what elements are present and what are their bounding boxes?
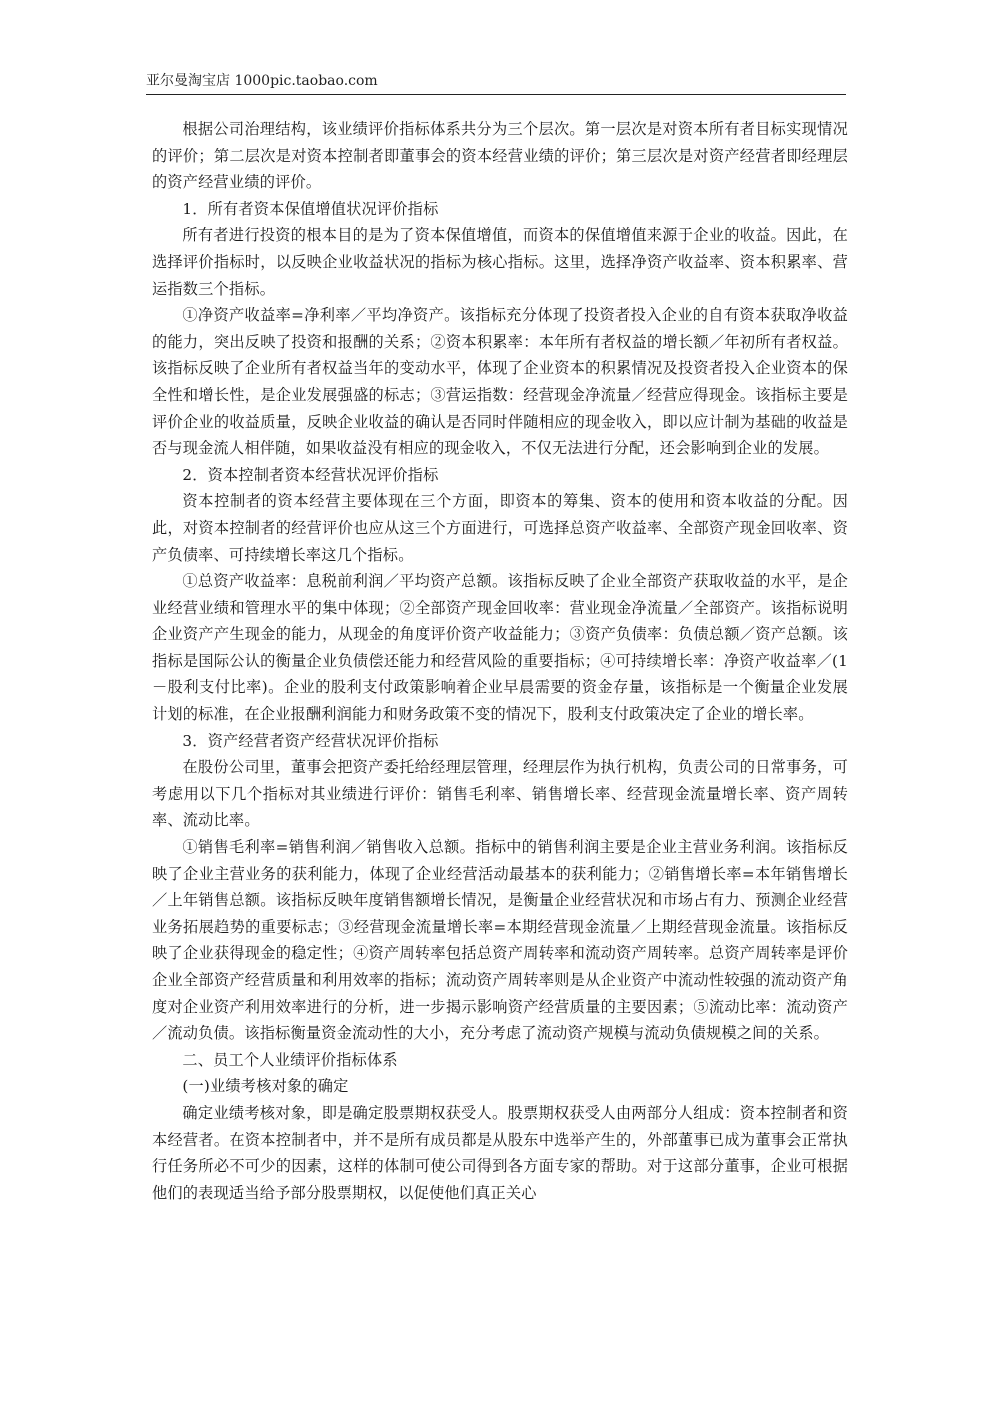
subsection-heading: (一)业绩考核对象的确定 bbox=[182, 1077, 349, 1096]
paragraph: 确定业绩考核对象，即是确定股票期权获受人。股票期权获受人由两部分人组成：资本控制者和资本经营者。在资本控制者中，并不是所有成员都是从股东中选举产生的，外部董事已成为董事会正常执行任务所必不可少的因素，这样的体制可使公司得到各方面专家的帮助。对于这部分董事，企业可根据他们的表现适当给予部分股票期权，以促使他们真正关心 bbox=[152, 1103, 848, 1202]
paragraph: ①净资产收益率=净利率／平均净资产。该指标充分体现了投资者投入企业的自有资本获取净收益的能力，突出反映了投资和报酬的关系；②资本积累率：本年所有者权益的增长额／年初所有者权益。该指标反映了企业所有者权益当年的变动水平，体现了企业资本的积累情况及投资者投入企业资本的保全性和增长性，是企业发展强盛的标志；③营运指数：经营现金净流量／经营应得现金。该指标主要是评价企业的收益质量，反映企业收益的确认是否同时伴随相应的现金收入，即以应计制为基础的收益是否与现金流人相伴随，如果收益没有相应的现金收入，不仅无法进行分配，还会影响到企业的发展。 bbox=[152, 306, 848, 458]
paragraph: 在股份公司里，董事会把资产委托给经理层管理，经理层作为执行机构，负责公司的日常事务，可考虑用以下几个指标对其业绩进行评价：销售毛利率、销售增长率、经营现金流量增长率、资产周转率、流动比率。 bbox=[152, 758, 848, 830]
paragraph: 资本控制者的资本经营主要体现在三个方面，即资本的筹集、资本的使用和资本收益的分配。因此，对资本控制者的经营评价也应从这三个方面进行，可选择总资产收益率、全部资产现金回收率、资产负债率、可持续增长率这几个指标。 bbox=[152, 492, 848, 564]
document-body bbox=[152, 116, 848, 1206]
section-heading-ii: 二、员工个人业绩评价指标体系 bbox=[182, 1050, 398, 1069]
section-heading-3: 3．资产经营者资产经营状况评价指标 bbox=[182, 731, 439, 750]
page-header bbox=[146, 72, 846, 95]
paragraph: ①总资产收益率：息税前利润／平均资产总额。该指标反映了企业全部资产获取收益的水平，是企业经营业绩和管理水平的集中体现；②全部资产现金回收率：营业现金净流量／全部资产。该指标说明企业资产产生现金的能力，从现金的角度评价资产收益能力；③资产负债率：负债总额／资产总额。该指标是国际公认的衡量企业负债偿还能力和经营风险的重要指标；④可持续增长率：净资产收益率／(1－股利支付比率)。企业的股利支付政策影响着企业早晨需要的资金存量，该指标是一个衡量企业发展计划的标准，在企业报酬利润能力和财务政策不变的情况下，股利支付政策决定了企业的增长率。 bbox=[152, 572, 848, 724]
section-heading-2: 2．资本控制者资本经营状况评价指标 bbox=[182, 465, 439, 484]
paragraph: ①销售毛利率=销售利润／销售收入总额。指标中的销售利润主要是企业主营业务利润。该指标反映了企业主营业务的获利能力，体现了企业经营活动最基本的获利能力；②销售增长率=本年销售增长／上年销售总额。该指标反映年度销售额增长情况，是衡量企业经营状况和市场占有力、预测企业经营业务拓展趋势的重要标志；③经营现金流量增长率=本期经营现金流量／上期经营现金流量。该指标反映了企业获得现金的稳定性；④资产周转率包括总资产周转率和流动资产周转率。总资产周转率是评价企业全部资产经营质量和利用效率的指标；流动资产周转率则是从企业资产中流动性较强的流动资产角度对企业资产利用效率进行的分析，进一步揭示影响资产经营质量的主要因素；⑤流动比率：流动资产／流动负债。该指标衡量资金流动性的大小，充分考虑了流动资产规模与流动负债规模之间的关系。 bbox=[152, 838, 848, 1043]
paragraph-intro: 根据公司治理结构，该业绩评价指标体系共分为三个层次。第一层次是对资本所有者目标实现情况的评价；第二层次是对资本控制者即董事会的资本经营业绩的评价；第三层次是对资产经营者即经理层的资产经营业绩的评价。 bbox=[152, 120, 848, 192]
section-heading-1: 1．所有者资本保值增值状况评价指标 bbox=[182, 199, 439, 218]
paragraph: 所有者进行投资的根本目的是为了资本保值增值，而资本的保值增值来源于企业的收益。因此，在选择评价指标时，以反映企业收益状况的指标为核心指标。这里，选择净资产收益率、资本积累率、营运指数三个指标。 bbox=[152, 226, 848, 298]
header-text: 亚尔曼淘宝店 1000pic.taobao.com bbox=[146, 73, 378, 89]
